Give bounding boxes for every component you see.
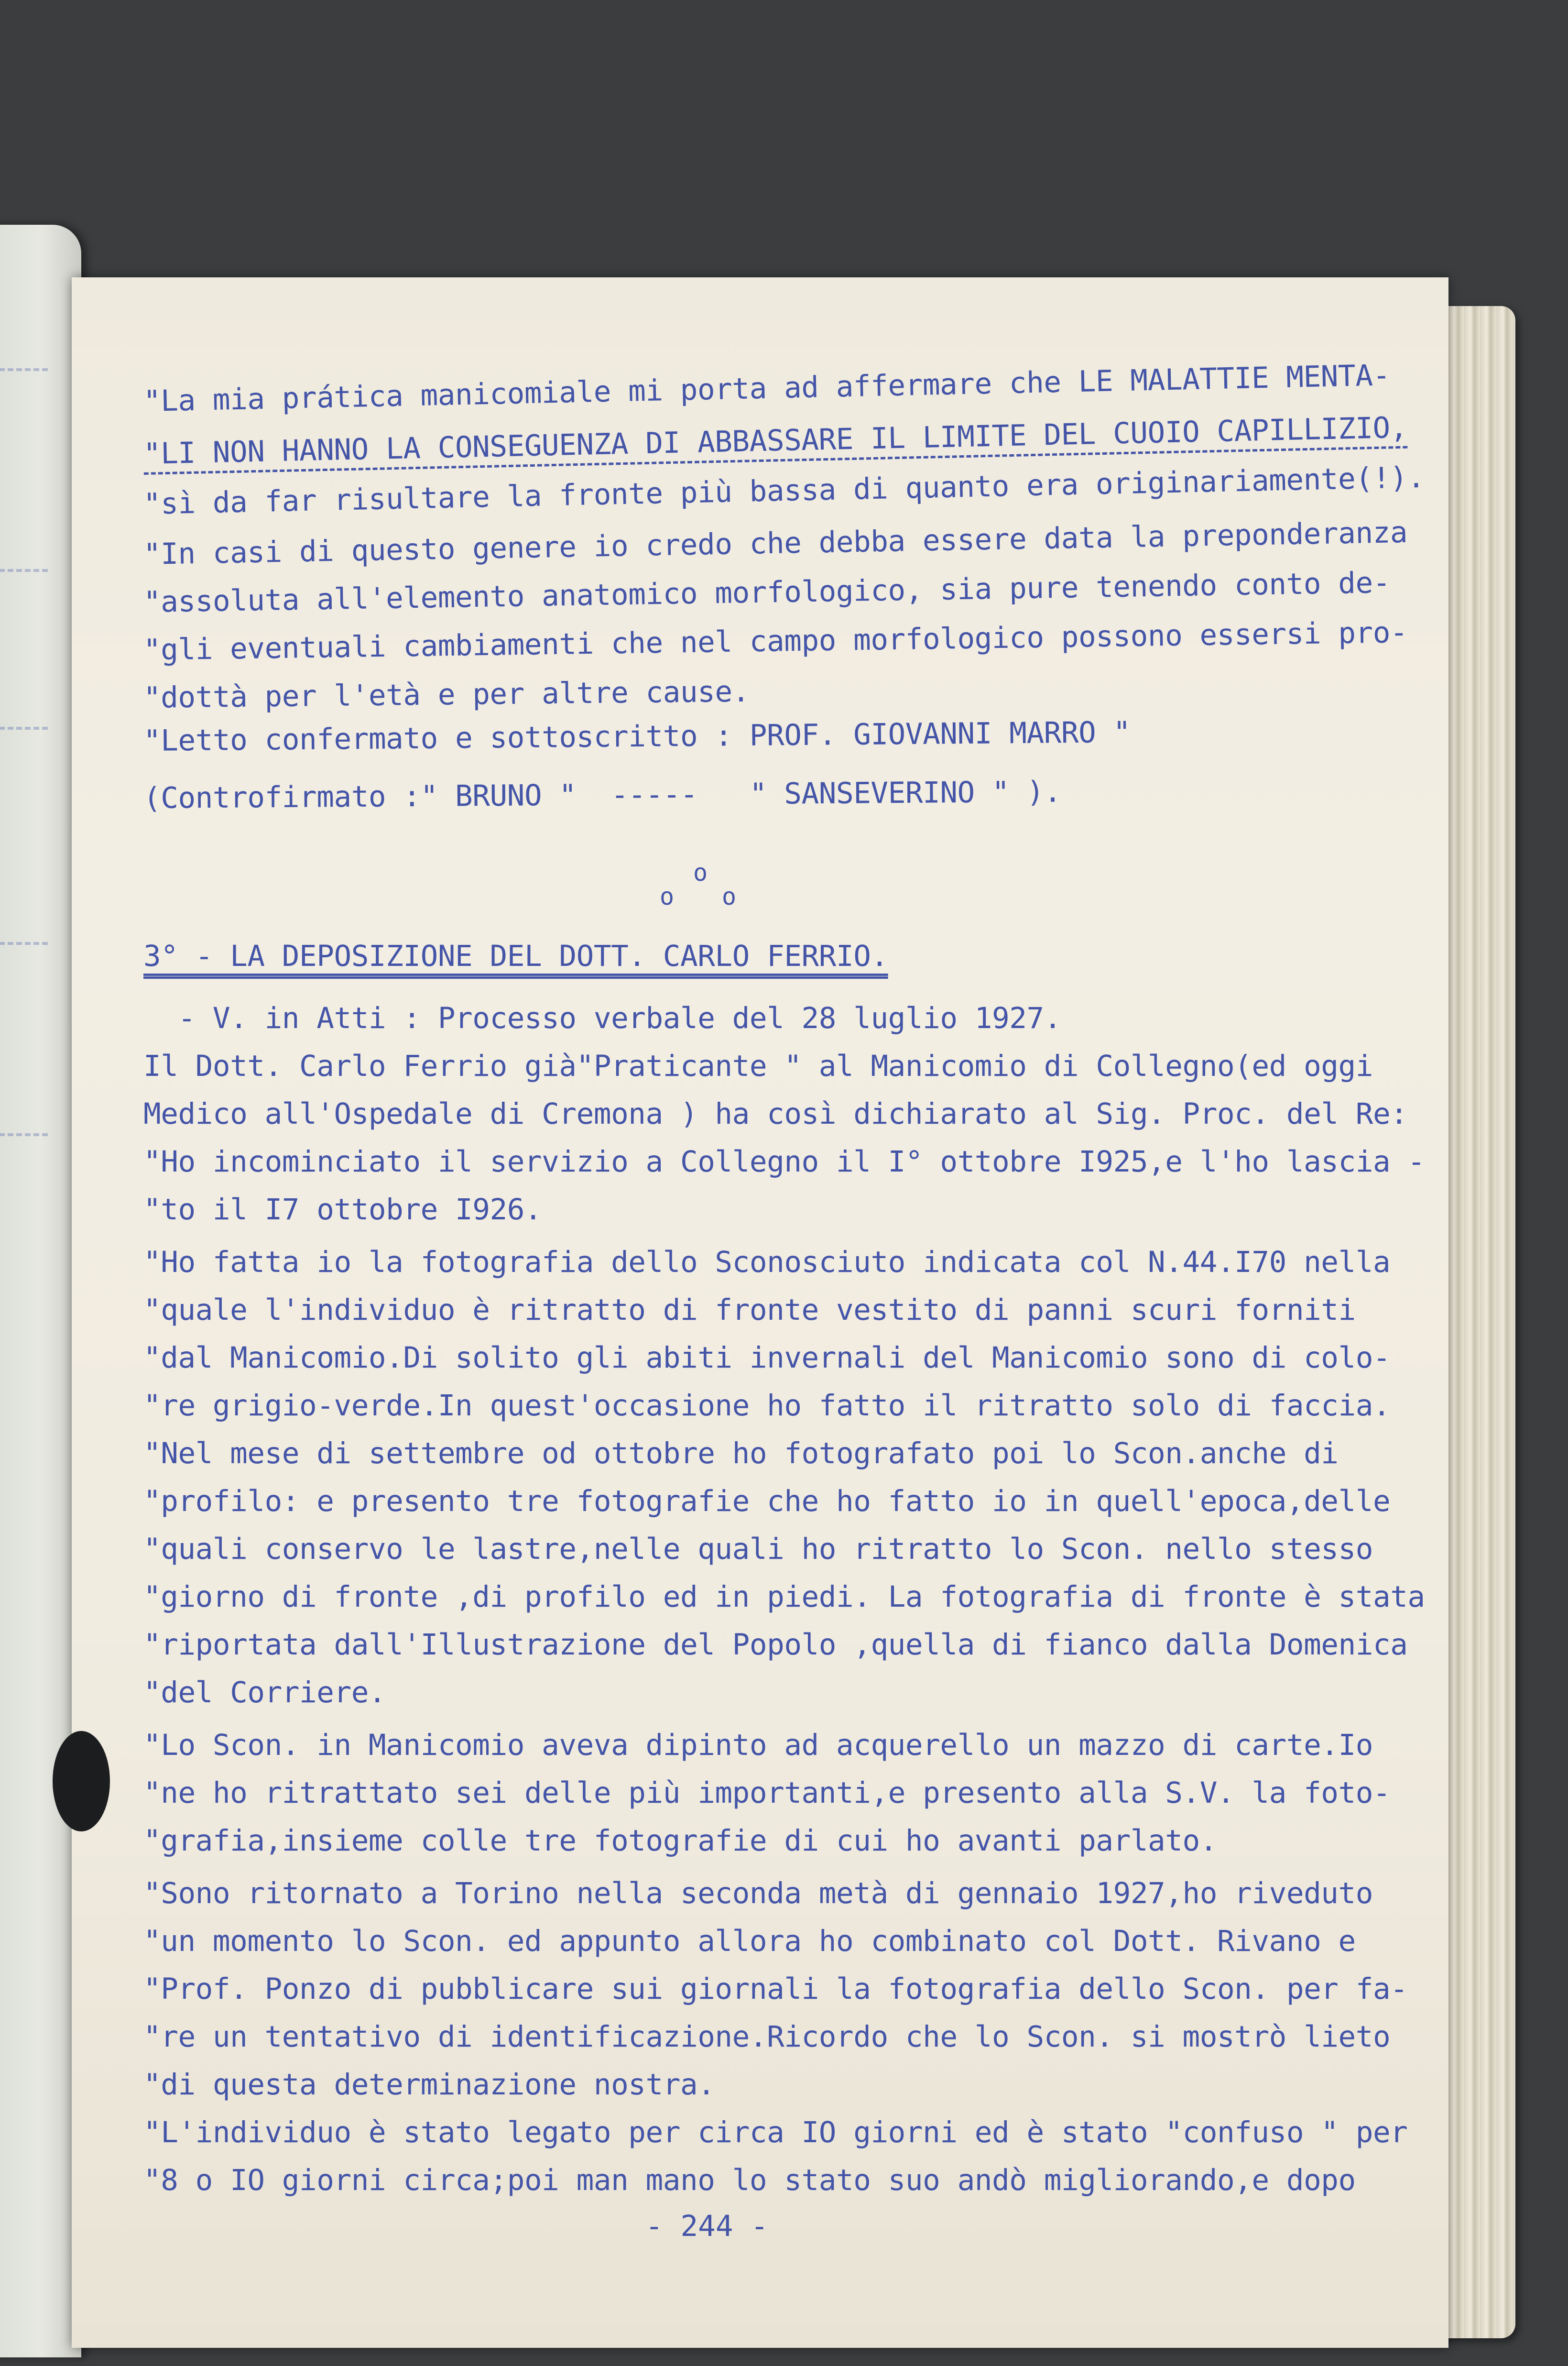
text-line: "Prof. Ponzo di pubblicare sui giornali la fotografia dello Scon. per fa- <box>143 1972 1408 2006</box>
ghost-mark <box>0 942 48 948</box>
text-line: "Nel mese di settembre od ottobre ho fotografato poi lo Scon.anche di <box>143 1436 1339 1470</box>
separator-mark: o <box>722 883 737 910</box>
text-line: "di questa determinazione nostra. <box>143 2068 715 2102</box>
text-line: "In casi di questo genere io credo che debba essere data la preponderanza <box>143 515 1408 571</box>
previous-page-edge <box>0 225 81 2357</box>
text-line: "LI NON HANNO LA CONSEGUENZA DI ABBASSARE IL LIMITE DEL CUOIO CAPILLIZIO, <box>143 410 1408 471</box>
text-line: "Letto confermato e sottoscritto : PROF. GIOVANNI MARRO " <box>143 715 1131 758</box>
text-line: "re un tentativo di identificazione.Ricordo che lo Scon. si mostrò lieto <box>143 2020 1391 2054</box>
text-line: - V. in Atti : Processo verbale del 28 luglio 1927. <box>143 1001 1061 1035</box>
text-line: "ne ho ritrattato sei delle più importanti,e presento alla S.V. la foto- <box>143 1776 1391 1810</box>
text-line: "del Corriere. <box>143 1676 386 1709</box>
text-line: "Ho fatta io la fotografia dello Sconosciuto indicata col N.44.I70 nella <box>143 1245 1391 1279</box>
text-line: Il Dott. Carlo Ferrio già"Praticante " al Manicomio di Collegno(ed oggi <box>143 1049 1373 1083</box>
text-line: "8 o IO giorni circa;poi man mano lo stato suo andò migliorando,e dopo <box>143 2163 1356 2197</box>
ghost-mark <box>0 569 48 575</box>
text-line: "L'individuo è stato legato per circa IO giorni ed è stato "confuso " per <box>143 2115 1408 2149</box>
text-line: "re grigio-verde.In quest'occasione ho fatto il ritratto solo di faccia. <box>143 1389 1391 1423</box>
text-line: (Controfirmato :" BRUNO " ----- " SANSEVERINO " ). <box>143 775 1062 815</box>
text-line: "un momento lo Scon. ed appunto allora ho combinato col Dott. Rivano e <box>143 1924 1356 1958</box>
text-line: "Lo Scon. in Manicomio aveva dipinto ad acquerello un mazzo di carte.Io <box>143 1728 1373 1762</box>
text-line: "riportata dall'Illustrazione del Popolo ,quella di fianco dalla Domenica <box>143 1628 1408 1662</box>
section-separator <box>660 861 755 913</box>
separator-mark: o <box>660 883 675 910</box>
ghost-mark <box>0 727 48 733</box>
section-heading: 3° - LA DEPOSIZIONE DEL DOTT. CARLO FERRIO. <box>143 939 888 973</box>
text-line: "Sono ritornato a Torino nella seconda metà di gennaio 1927,ho riveduto <box>143 1876 1373 1910</box>
text-line: "La mia prática manicomiale mi porta ad affermare che LE MALATTIE MENTA- <box>143 358 1391 418</box>
text-line: "profilo: e presento tre fotografie che ho fatto io in quell'epoca,delle <box>143 1484 1391 1518</box>
text-line: "gli eventuali cambiamenti che nel campo morfologico possono essersi pro- <box>143 615 1408 667</box>
binder-hole <box>53 1731 110 1831</box>
text-line: "giorno di fronte ,di profilo ed in piedi. La fotografia di fronte è stata <box>143 1580 1425 1614</box>
text-line: "Ho incominciato il servizio a Collegno il I° ottobre I925,e l'ho lascia - <box>143 1145 1425 1179</box>
text-line: Medico all'Ospedale di Cremona ) ha così dichiarato al Sig. Proc. del Re: <box>143 1097 1408 1131</box>
text-line: "quali conservo le lastre,nelle quali ho ritratto lo Scon. nello stesso <box>143 1532 1373 1566</box>
text-line: "sì da far risultare la fronte più bassa di quanto era originariamente(!). <box>143 460 1425 521</box>
text-line: "assoluta all'elemento anatomico morfologico, sia pure tenendo conto de- <box>143 566 1391 619</box>
ghost-mark <box>0 1133 48 1139</box>
text-line: "dottà per l'età e per altre cause. <box>143 674 750 715</box>
text-line: "to il I7 ottobre I926. <box>143 1193 542 1227</box>
text-line: "grafia,insieme colle tre fotografie di cui ho avanti parlato. <box>143 1824 1217 1858</box>
text-line: "dal Manicomio.Di solito gli abiti invernali del Manicomio sono di colo- <box>143 1341 1391 1375</box>
text-line: "quale l'individuo è ritratto di fronte vestito di panni scuri forniti <box>143 1293 1356 1327</box>
ghost-mark <box>0 368 48 374</box>
page-number: - 244 - <box>645 2209 769 2243</box>
separator-mark: o <box>693 859 708 887</box>
